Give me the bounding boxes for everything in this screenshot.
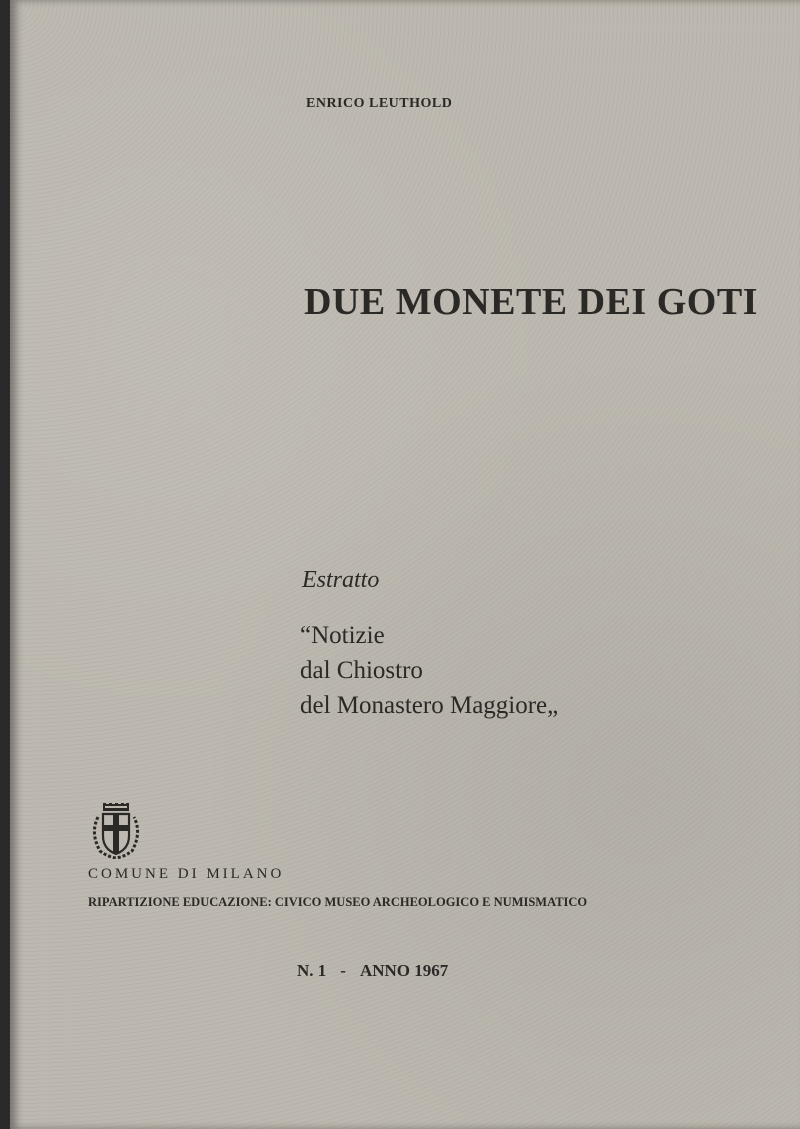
series-line-3: del Monastero Maggiore„ [300, 692, 559, 719]
issue-year: ANNO 1967 [359, 961, 449, 980]
department-name: RIPARTIZIONE EDUCAZIONE: CIVICO MUSEO ARCHEOLOGICO E NUMISMATICO [88, 895, 588, 909]
milan-coat-of-arms-icon [90, 803, 142, 859]
issue-separator: - [340, 961, 346, 980]
series-title [300, 618, 558, 723]
series-line-1: “Notizie [300, 622, 385, 649]
publisher-name: COMUNE DI MILANO [88, 866, 285, 882]
issue-number: N. 1 [297, 961, 327, 980]
document-title: DUE MONETE DEI GOTI [304, 281, 758, 323]
series-line-2: dal Chiostro [300, 657, 423, 684]
author-name: ENRICO LEUTHOLD [306, 96, 453, 111]
document-cover [10, 0, 800, 1129]
issue-info [297, 961, 448, 981]
extract-label: Estratto [302, 567, 380, 593]
